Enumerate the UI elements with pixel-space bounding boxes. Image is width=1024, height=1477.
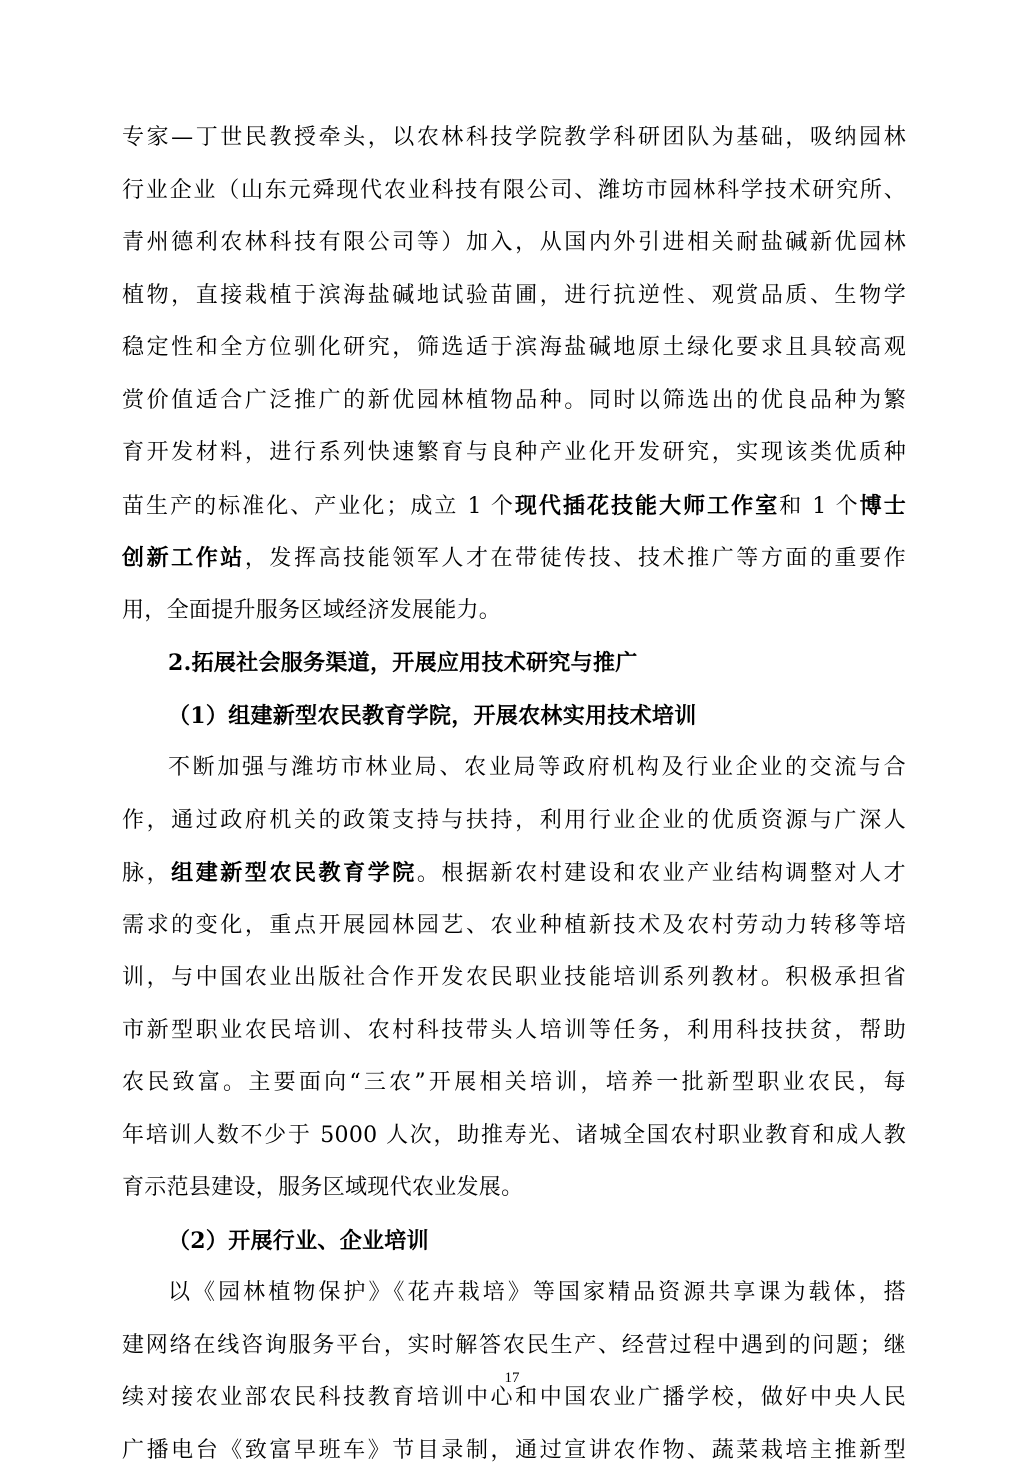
bold-text-run: 组建新型农民教育学院 xyxy=(171,860,417,886)
bold-text-run: 博士 xyxy=(860,493,906,519)
subsection-heading: （1）组建新型农民教育学院，开展农林实用技术培训 xyxy=(122,690,906,743)
text-line: 以《园林植物保护》《花卉栽培》等国家精品资源共享课为载体，搭 xyxy=(122,1267,906,1320)
section-heading: 2.拓展社会服务渠道，开展应用技术研究与推广 xyxy=(122,637,906,690)
text-line xyxy=(122,480,906,533)
text-line: 广播电台《致富早班车》节目录制，通过宣讲农作物、蔬菜栽培主推新型 xyxy=(122,1425,906,1477)
text-line: 育开发材料，进行系列快速繁育与良种产业化开发研究，实现该类优质种 xyxy=(122,427,906,480)
text-line: 专家—丁世民教授牵头，以农林科技学院教学科研团队为基础，吸纳园林 xyxy=(122,112,906,165)
text-line: 赏价值适合广泛推广的新优园林植物品种。同时以筛选出的优良品种为繁 xyxy=(122,375,906,428)
bold-text-run: 创新工作站 xyxy=(122,545,245,571)
text-line xyxy=(122,532,906,585)
text-line: 稳定性和全方位驯化研究，筛选适于滨海盐碱地原土绿化要求且具较高观 xyxy=(122,322,906,375)
text-line: 年培训人数不少于 5000 人次，助推寿光、诸城全国农村职业教育和成人教 xyxy=(122,1110,906,1163)
paragraph-2 xyxy=(122,742,906,1215)
text-run: 苗生产的标准化、产业化；成立 1 个 xyxy=(122,494,515,519)
document-body xyxy=(122,112,906,1477)
text-run: 脉， xyxy=(122,861,171,886)
subsection-heading: （2）开展行业、企业培训 xyxy=(122,1215,906,1268)
text-run: ，发挥高技能领军人才在带徒传技、技术推广等方面的重要作 xyxy=(245,546,906,571)
text-line: 市新型职业农民培训、农村科技带头人培训等任务，利用科技扶贫，帮助 xyxy=(122,1005,906,1058)
text-line: 需求的变化，重点开展园林园艺、农业种植新技术及农村劳动力转移等培 xyxy=(122,900,906,953)
text-line: 育示范县建设，服务区域现代农业发展。 xyxy=(122,1162,906,1215)
text-run: 和 1 个 xyxy=(779,494,859,519)
text-line: 行业企业（山东元舜现代农业科技有限公司、潍坊市园林科学技术研究所、 xyxy=(122,165,906,218)
text-line: 青州德利农林科技有限公司等）加入，从国内外引进相关耐盐碱新优园林 xyxy=(122,217,906,270)
page-number: 17 xyxy=(0,1370,1024,1387)
text-line: 不断加强与潍坊市林业局、农业局等政府机构及行业企业的交流与合 xyxy=(122,742,906,795)
paragraph-1 xyxy=(122,112,906,637)
text-line: 农民致富。主要面向“三农”开展相关培训，培养一批新型职业农民，每 xyxy=(122,1057,906,1110)
text-line: 续对接农业部农民科技教育培训中心和中国农业广播学校，做好中央人民 xyxy=(122,1372,906,1425)
text-line: 作，通过政府机关的政策支持与扶持，利用行业企业的优质资源与广深人 xyxy=(122,795,906,848)
text-line: 建网络在线咨询服务平台，实时解答农民生产、经营过程中遇到的问题；继 xyxy=(122,1320,906,1373)
text-line: 训，与中国农业出版社合作开发农民职业技能培训系列教材。积极承担省 xyxy=(122,952,906,1005)
text-line: 用，全面提升服务区域经济发展能力。 xyxy=(122,585,906,638)
text-line xyxy=(122,847,906,900)
text-run: 。根据新农村建设和农业产业结构调整对人才 xyxy=(417,861,906,886)
bold-text-run: 现代插花技能大师工作室 xyxy=(515,493,779,519)
text-line: 植物，直接栽植于滨海盐碱地试验苗圃，进行抗逆性、观赏品质、生物学 xyxy=(122,270,906,323)
